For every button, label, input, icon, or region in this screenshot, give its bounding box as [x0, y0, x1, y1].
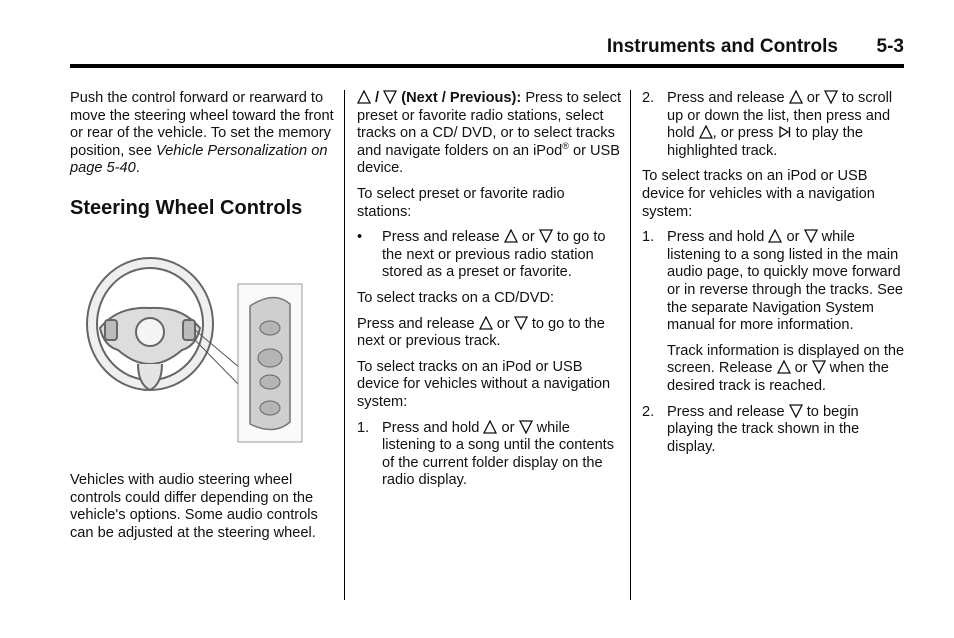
ipod-heading: To select tracks on an iPod or USB device for vehicles without a navigation system: — [357, 358, 611, 410]
down-triangle-icon — [519, 420, 533, 434]
figure-caption: Vehicles with audio steering wheel controls could differ depending on the vehicle's options. Some audio controls can be adjusted at the steering wheel. — [70, 471, 318, 541]
column-divider-2 — [630, 90, 631, 600]
play-next-icon — [778, 125, 792, 139]
column-2 — [357, 90, 623, 498]
up-triangle-icon — [479, 316, 493, 330]
steering-wheel-illustration — [78, 246, 308, 458]
track-info-paragraph: Track information is displayed on the screen. Release or when the desired track is reached. — [667, 342, 905, 394]
list-item: 1. Press and hold or while listening to a song until the contents of the current folder display on the radio display. — [357, 419, 615, 489]
cd-instruction: Press and release or to go to the next or previous track. — [357, 315, 605, 350]
preset-heading: To select preset or favorite radio stations: — [357, 185, 565, 220]
next-previous-label: (Next / Previous): — [401, 90, 522, 106]
list-item: • Press and release or to go to the next or previous radio station stored as a preset or favorite. — [357, 229, 606, 281]
nav-heading: To select tracks on an iPod or USB device for vehicles with a navigation system: — [642, 168, 875, 220]
intro-paragraph: Push the control forward or rearward to move the steering wheel toward the front or rear of the vehicle. To set the memory position, see Vehicle Personalization on page 5-40. — [70, 90, 334, 177]
list-item: 1. Press and hold or while listening to a song listed in the main audio page, to quickly move forward or in reverse through the tracks. See the separate Navigation System manual for more information. — [642, 229, 904, 334]
down-triangle-icon — [804, 229, 818, 243]
up-triangle-icon — [777, 360, 791, 374]
down-triangle-icon — [812, 360, 826, 374]
up-triangle-icon — [789, 90, 803, 104]
up-triangle-icon — [483, 420, 497, 434]
ipod-steps — [357, 420, 623, 490]
section-header-title: Instruments and Controls — [606, 36, 838, 57]
next-previous-description: / (Next / Previous): Press to select preset or favorite radio stations, select tracks on a CD/ DVD, or to select tracks and navigate folders on an iPod® or USB device. — [357, 90, 622, 177]
up-triangle-icon — [504, 229, 518, 243]
list-item: 2. Press and release or to scroll up or down the list, then press and hold , or press to play the highlighted track. — [642, 90, 893, 159]
preset-list — [357, 229, 623, 282]
page-number: 5-3 — [876, 36, 904, 57]
nav-steps — [642, 229, 906, 335]
down-triangle-icon — [539, 229, 553, 243]
ipod-steps-continued — [642, 90, 906, 160]
cross-reference-link[interactable]: Vehicle Personalization on page 5-40 — [70, 142, 328, 177]
up-triangle-icon — [699, 125, 713, 139]
up-triangle-icon — [357, 90, 371, 104]
column-3 — [642, 90, 906, 464]
section-title: Steering Wheel Controls — [70, 196, 303, 219]
page-header — [70, 38, 904, 68]
column-divider-1 — [344, 90, 345, 600]
down-triangle-icon — [824, 90, 838, 104]
down-triangle-icon — [514, 316, 528, 330]
down-triangle-icon — [789, 404, 803, 418]
cd-heading: To select tracks on a CD/DVD: — [357, 289, 555, 306]
column-1 — [70, 90, 334, 550]
down-triangle-icon — [383, 90, 397, 104]
list-item: 2. Press and release to begin playing the track shown in the display. — [642, 403, 860, 455]
up-triangle-icon — [768, 229, 782, 243]
nav-steps-continued — [642, 404, 906, 457]
